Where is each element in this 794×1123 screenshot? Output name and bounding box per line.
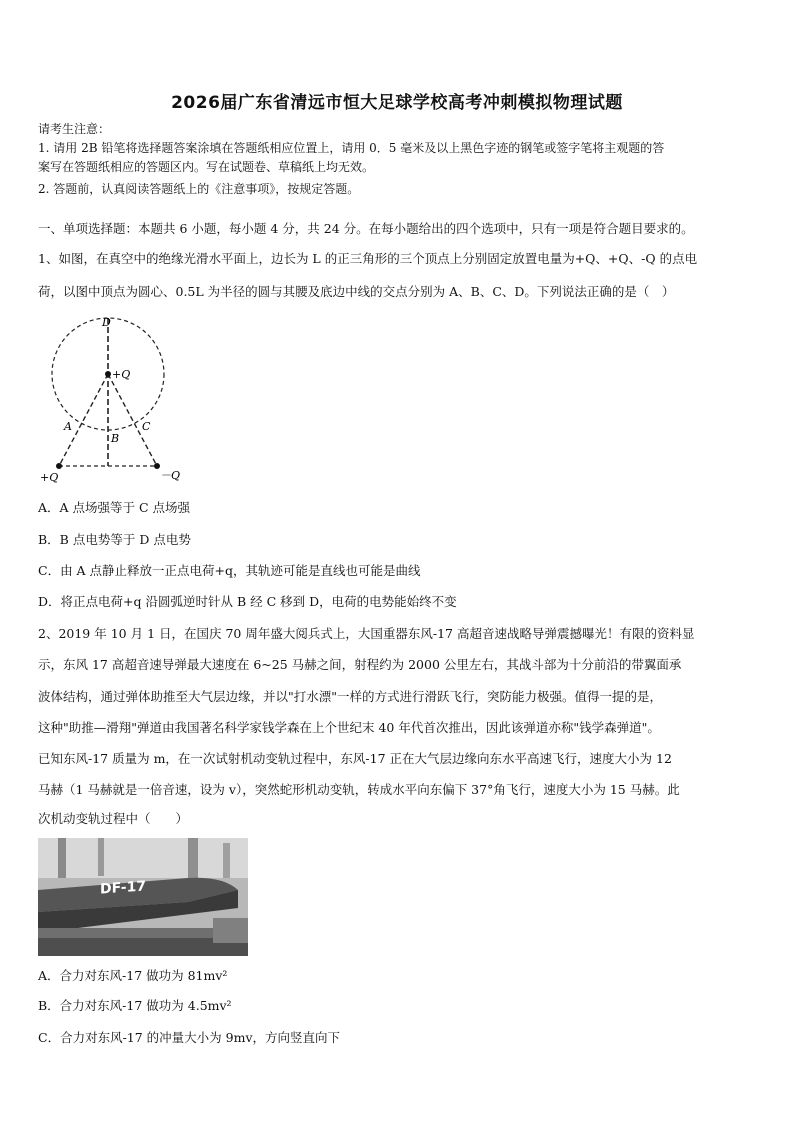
q2-stem-line-7: 次机动变轨过程中（ ） bbox=[38, 811, 189, 826]
notice-item-1-line-2: 案写在答题纸相应的答题区内。写在试题卷、草稿纸上均无效。 bbox=[38, 160, 375, 174]
label-c: C bbox=[142, 420, 151, 433]
q2-option-b: B．合力对东风-17 做功为 4.5mv² bbox=[38, 998, 232, 1013]
q1-option-a: A．A 点场强等于 C 点场强 bbox=[38, 500, 191, 515]
q2-stem-line-2: 示，东风 17 高超音速导弹最大速度在 6~25 马赫之间，射程约为 2000 公里左右，其战斗部为十分前沿的带翼面承 bbox=[38, 657, 682, 672]
label-right-charge: －Q bbox=[160, 469, 181, 482]
q2-option-c: C．合力对东风-17 的冲量大小为 9mv，方向竖直向下 bbox=[38, 1030, 341, 1045]
q2-stem-line-5: 已知东风-17 质量为 m，在一次试射机动变轨过程中，东风-17 正在大气层边缘向东水平高速飞行，速度大小为 12 bbox=[38, 751, 672, 766]
q1-stem-line-1: 1、如图，在真空中的绝缘光滑水平面上，边长为 L 的正三角形的三个顶点上分别固定放置电量为+Q、+Q、-Q 的点电 bbox=[38, 251, 698, 266]
label-left-charge: +Q bbox=[40, 471, 59, 484]
q1-option-b: B．B 点电势等于 D 点电势 bbox=[38, 532, 191, 547]
label-b: B bbox=[111, 432, 120, 445]
df17-label: DF-17 bbox=[100, 878, 147, 898]
q2-stem-line-1: 2、2019 年 10 月 1 日，在国庆 70 周年盛大阅兵式上，大国重器东风-17 高超音速战略导弹震撼曝光！有限的资料显 bbox=[38, 626, 695, 641]
notice-item-1-line-1: 1. 请用 2B 铅笔将选择题答案涂填在答题纸相应位置上，请用 0．5 毫米及以上黑色字迹的钢笔或签字笔将主观题的答 bbox=[38, 141, 665, 155]
notice-item-2: 2. 答题前，认真阅读答题纸上的《注意事项》，按规定答题。 bbox=[38, 182, 360, 196]
q2-stem-line-6: 马赫（1 马赫就是一倍音速，设为 v），突然蛇形机动变轨，转成水平向东偏下 37°角飞行，速度大小为 15 马赫。此 bbox=[38, 782, 680, 797]
q2-stem-line-3: 波体结构，通过弹体助推至大气层边缘，并以"打水漂"一样的方式进行滑跃飞行，突防能力极强。值得一提的是， bbox=[38, 689, 663, 704]
q2-stem-line-4: 这种"助推—滑翔"弹道由我国著名科学家钱学森在上个世纪末 40 年代首次推出，因此该弹道亦称"钱学森弹道"。 bbox=[38, 720, 660, 735]
page-title: 2026届广东省清远市恒大足球学校高考冲刺模拟物理试题 bbox=[171, 93, 623, 113]
q2-option-a: A．合力对东风-17 做功为 81mv² bbox=[38, 968, 228, 983]
label-a: A bbox=[64, 420, 72, 433]
q1-option-c: C．由 A 点静止释放一正点电荷+q，其轨迹可能是直线也可能是曲线 bbox=[38, 563, 421, 578]
left-charge-dot bbox=[56, 463, 62, 469]
q1-diagram bbox=[38, 316, 198, 486]
label-d: D bbox=[102, 316, 111, 329]
notice-heading: 请考生注意： bbox=[38, 122, 111, 136]
section-heading: 一、单项选择题：本题共 6 小题，每小题 4 分，共 24 分。在每小题给出的四个选项中，只有一项是符合题目要求的。 bbox=[38, 221, 694, 236]
q1-stem-line-2: 荷，以图中顶点为圆心、0.5L 为半径的圆与其腰及底边中线的交点分别为 A、B、C、D。下列说法正确的是（ ） bbox=[38, 284, 675, 299]
top-charge-dot bbox=[105, 371, 111, 377]
df17-photo bbox=[38, 838, 248, 956]
q1-option-d: D．将正点电荷+q 沿圆弧逆时针从 B 经 C 移到 D，电荷的电势能始终不变 bbox=[38, 594, 457, 609]
label-top-charge: +Q bbox=[112, 368, 131, 381]
